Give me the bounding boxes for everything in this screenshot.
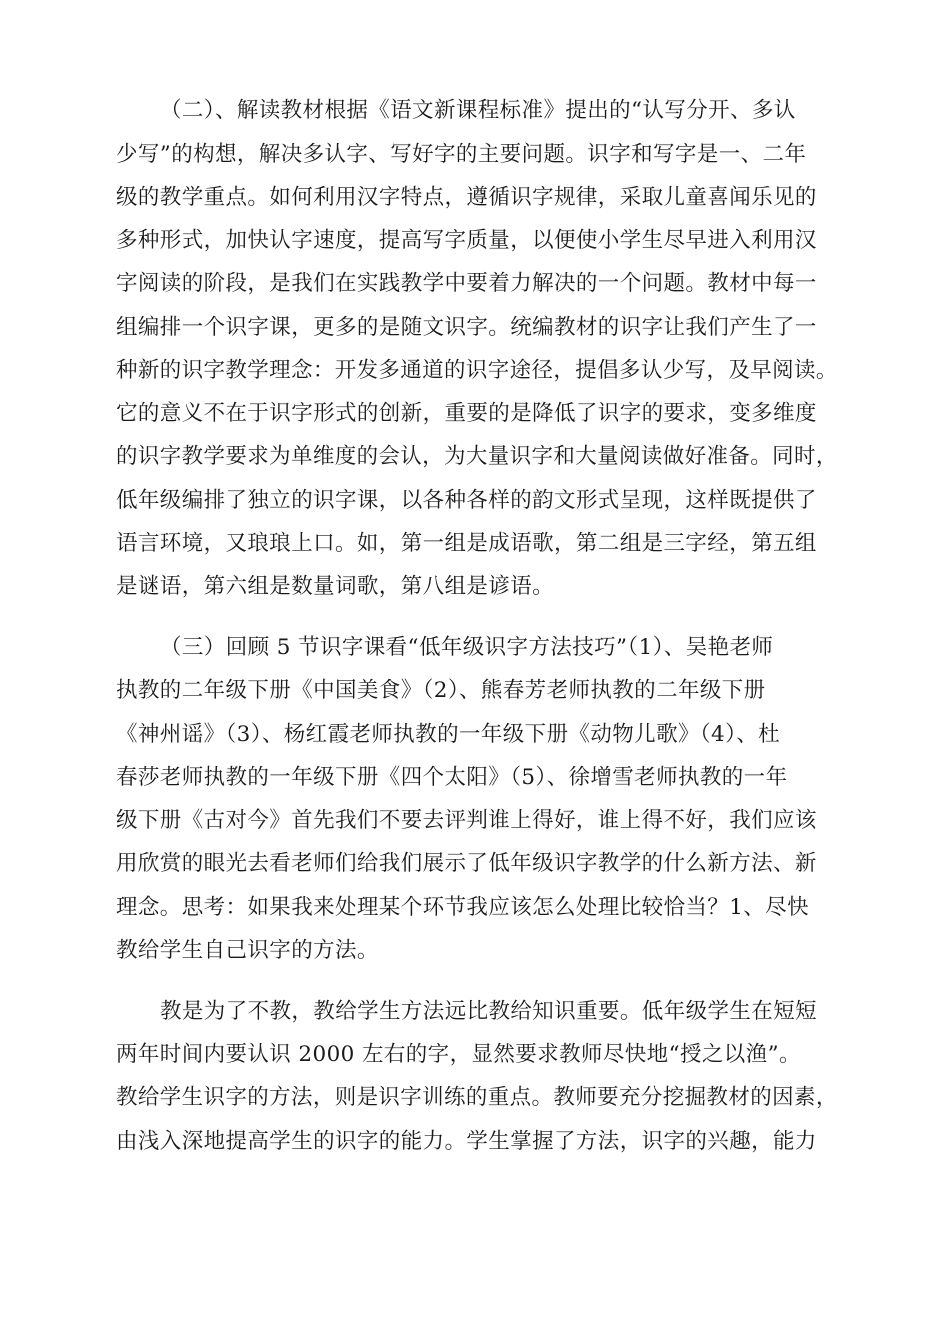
text-line: 由浅入深地提高学生的识字的能力。学生掌握了方法，识字的兴趣，能力 xyxy=(116,1129,817,1154)
text-line: 春莎老师执教的一年级下册《四个太阳》（5）、徐增雪老师执教的一年 xyxy=(116,765,788,790)
text-line: 教给学生识字的方法，则是识字训练的重点。教师要充分挖掘教材的因素， xyxy=(116,1085,838,1110)
text-line: 执教的二年级下册《中国美食》（2）、熊春芳老师执教的二年级下册 xyxy=(116,678,766,703)
text-line: （二）、解读教材根据《语文新课程标准》提出的“认写分开、多认 xyxy=(160,98,796,123)
text-line: 级的教学重点。如何利用汉字特点，遵循识字规律，采取儿童喜闻乐见的 xyxy=(116,185,817,210)
text-line: 《神州谣》（3）、杨红霞老师执教的一年级下册《动物儿歌》（4）、杜 xyxy=(116,722,781,747)
text-line: 它的意义不在于识字形式的创新，重要的是降低了识字的要求，变多维度 xyxy=(116,401,817,426)
text-line: （三）回顾 5 节识字课看“低年级识字方法技巧”（1）、吴艳老师 xyxy=(160,635,774,660)
text-line: 教给学生自己识字的方法。 xyxy=(116,938,379,963)
text-line: 低年级编排了独立的识字课，以各种各样的韵文形式呈现，这样既提供了 xyxy=(116,488,817,513)
text-line: 用欣赏的眼光去看老师们给我们展示了低年级识字教学的什么新方法、新 xyxy=(116,851,817,876)
text-line: 多种形式，加快认字速度，提高写字质量，以便使小学生尽早进入利用汉 xyxy=(116,228,817,253)
text-line: 字阅读的阶段，是我们在实践教学中要着力解决的一个问题。教材中每一 xyxy=(116,271,817,296)
text-line: 是谜语，第六组是数量词歌，第八组是谚语。 xyxy=(116,574,555,599)
text-line: 教是为了不教，教给学生方法远比教给知识重要。低年级学生在短短 xyxy=(160,999,818,1024)
text-line: 级下册《古对今》首先我们不要去评判谁上得好，谁上得不好，我们应该 xyxy=(116,808,817,833)
text-line: 语言环境，又琅琅上口。如，第一组是成语歌，第二组是三字经，第五组 xyxy=(116,531,817,556)
text-line: 组编排一个识字课，更多的是随文识字。统编教材的识字让我们产生了一 xyxy=(116,315,817,340)
text-line: 的识字教学要求为单维度的会认，为大量识字和大量阅读做好准备。同时， xyxy=(116,444,838,469)
text-line: 少写”的构想，解决多认字、写好字的主要问题。识字和写字是一、二年 xyxy=(116,142,807,167)
text-line: 种新的识字教学理念：开发多通道的识字途径，提倡多认少写，及早阅读。 xyxy=(116,358,838,383)
text-line: 理念。思考：如果我来处理某个环节我应该怎么处理比较恰当？1、尽快 xyxy=(116,895,809,920)
text-line: 两年时间内要认识 2000 左右的字，显然要求教师尽快地“授之以渔”。 xyxy=(116,1042,801,1067)
